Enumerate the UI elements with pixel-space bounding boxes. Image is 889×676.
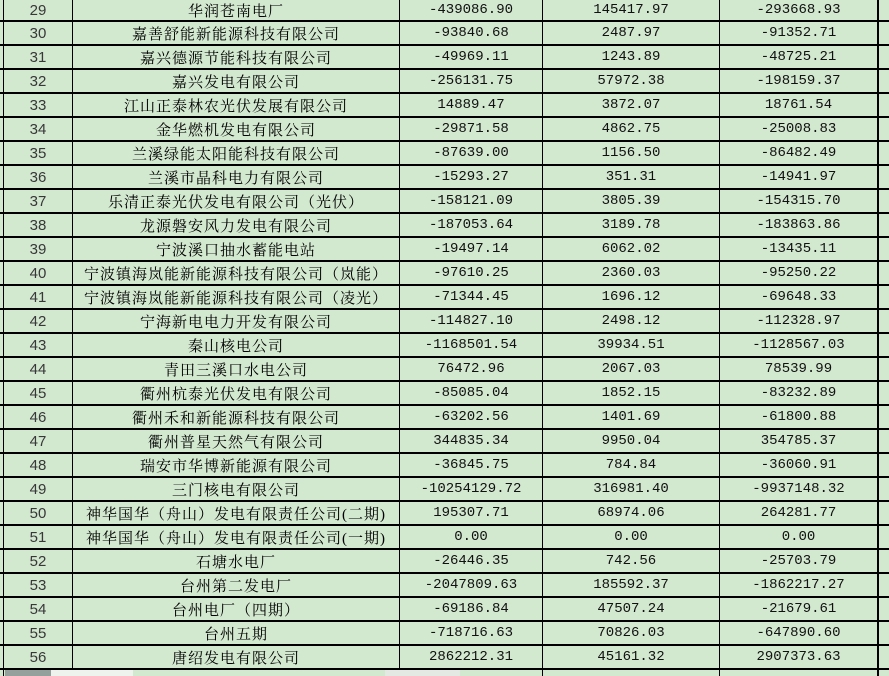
row-number-cell[interactable]: 48	[4, 454, 73, 476]
row-number-cell[interactable]: 52	[4, 550, 73, 572]
value2-cell[interactable]: 2360.03	[543, 262, 720, 284]
row-number-cell[interactable]: 44	[4, 358, 73, 380]
company-name-cell[interactable]: 衢州普星天然气有限公司	[73, 430, 400, 452]
row-number-cell[interactable]: 32	[4, 70, 73, 92]
right-edge-cell[interactable]	[879, 46, 882, 68]
value1-cell[interactable]: -69186.84	[400, 598, 543, 620]
table-row	[0, 310, 889, 334]
row-number-cell[interactable]: 43	[4, 334, 73, 356]
company-name-cell[interactable]: 台州五期	[73, 622, 400, 644]
table-row	[0, 262, 889, 286]
partial-cell-highlight	[51, 670, 133, 676]
row-number-cell[interactable]: 40	[4, 262, 73, 284]
value2-cell[interactable]: 1401.69	[543, 406, 720, 428]
table-row	[0, 0, 889, 22]
value3-cell[interactable]: -21679.61	[720, 598, 879, 620]
value2-cell[interactable]: 9950.04	[543, 430, 720, 452]
table-row	[0, 94, 889, 118]
row-number-cell[interactable]: 45	[4, 382, 73, 404]
company-name-cell[interactable]: 华润苍南电厂	[73, 0, 400, 20]
value3-cell[interactable]: -36060.91	[720, 454, 879, 476]
value2-cell[interactable]: 45161.32	[543, 646, 720, 668]
row-number-cell[interactable]: 39	[4, 238, 73, 260]
value2-cell[interactable]: 316981.40	[543, 478, 720, 500]
table-row	[0, 70, 889, 94]
value1-cell[interactable]: -87639.00	[400, 142, 543, 164]
value1-cell[interactable]: 2862212.31	[400, 646, 543, 668]
company-name-cell[interactable]: 衢州杭泰光伏发电有限公司	[73, 382, 400, 404]
value2-cell[interactable]: 185592.37	[543, 574, 720, 596]
value3-cell[interactable]: -83232.89	[720, 382, 879, 404]
row-number-cell[interactable]: 33	[4, 94, 73, 116]
value2-cell[interactable]	[543, 670, 720, 676]
company-name-cell[interactable]: 石塘水电厂	[73, 550, 400, 572]
right-edge-cell[interactable]	[879, 118, 882, 140]
value3-cell[interactable]: -293668.93	[720, 0, 879, 20]
value3-cell[interactable]: -48725.21	[720, 46, 879, 68]
right-edge-cell[interactable]	[879, 190, 882, 212]
company-name-cell[interactable]: 神华国华（舟山）发电有限责任公司(一期)	[73, 526, 400, 548]
value2-cell[interactable]: 2487.97	[543, 22, 720, 44]
value1-cell[interactable]: -71344.45	[400, 286, 543, 308]
table-row	[0, 238, 889, 262]
right-edge-cell[interactable]	[879, 622, 882, 644]
row-number-cell[interactable]: 49	[4, 478, 73, 500]
company-name-cell[interactable]: 神华国华（舟山）发电有限责任公司(二期)	[73, 502, 400, 524]
company-name-cell[interactable]: 台州第二发电厂	[73, 574, 400, 596]
right-edge-cell[interactable]	[879, 382, 882, 404]
row-number-cell[interactable]: 36	[4, 166, 73, 188]
right-edge-cell[interactable]	[879, 142, 882, 164]
row-number-cell[interactable]: 35	[4, 142, 73, 164]
table-row	[0, 358, 889, 382]
value2-cell[interactable]: 39934.51	[543, 334, 720, 356]
value2-cell[interactable]: 2067.03	[543, 358, 720, 380]
value1-cell[interactable]: 76472.96	[400, 358, 543, 380]
row-number-cell[interactable]: 50	[4, 502, 73, 524]
company-name-cell[interactable]: 嘉兴发电有限公司	[73, 70, 400, 92]
table-row	[0, 430, 889, 454]
table-row	[0, 646, 889, 670]
value1-cell[interactable]: -718716.63	[400, 622, 543, 644]
partial-cell-highlight	[5, 670, 51, 676]
value2-cell[interactable]: 351.31	[543, 166, 720, 188]
table-row	[0, 46, 889, 70]
row-number-cell[interactable]: 30	[4, 22, 73, 44]
value1-cell[interactable]: -187053.64	[400, 214, 543, 236]
table-row	[0, 382, 889, 406]
value3-cell[interactable]: -1128567.03	[720, 334, 879, 356]
value2-cell[interactable]: 3189.78	[543, 214, 720, 236]
value3-cell[interactable]: -69648.33	[720, 286, 879, 308]
value3-cell[interactable]: -91352.71	[720, 22, 879, 44]
company-name-cell[interactable]: 嘉善舒能新能源科技有限公司	[73, 22, 400, 44]
value3-cell[interactable]: -14941.97	[720, 166, 879, 188]
value1-cell[interactable]: -15293.27	[400, 166, 543, 188]
right-edge-cell[interactable]	[879, 646, 882, 668]
value1-cell[interactable]: -1168501.54	[400, 334, 543, 356]
right-edge-cell[interactable]	[879, 286, 882, 308]
right-edge-cell[interactable]	[879, 334, 882, 356]
value2-cell[interactable]: 3805.39	[543, 190, 720, 212]
value1-cell[interactable]: 344835.34	[400, 430, 543, 452]
table-row	[0, 502, 889, 526]
value2-cell[interactable]: 1243.89	[543, 46, 720, 68]
value2-cell[interactable]: 784.84	[543, 454, 720, 476]
right-edge-cell[interactable]	[879, 238, 882, 260]
right-edge-cell[interactable]	[879, 598, 882, 620]
value1-cell[interactable]: -97610.25	[400, 262, 543, 284]
right-edge-cell[interactable]	[879, 430, 882, 452]
value1-cell[interactable]: 195307.71	[400, 502, 543, 524]
value1-cell[interactable]: -19497.14	[400, 238, 543, 260]
value2-cell[interactable]: 3872.07	[543, 94, 720, 116]
value3-cell[interactable]: -95250.22	[720, 262, 879, 284]
table-row	[0, 526, 889, 550]
right-edge-cell[interactable]	[879, 406, 882, 428]
value1-cell[interactable]: -29871.58	[400, 118, 543, 140]
table-row	[0, 622, 889, 646]
value2-cell[interactable]: 1156.50	[543, 142, 720, 164]
value2-cell[interactable]: 0.00	[543, 526, 720, 548]
company-name-cell[interactable]: 嘉兴德源节能科技有限公司	[73, 46, 400, 68]
right-edge-cell[interactable]	[879, 94, 882, 116]
value1-cell[interactable]: -26446.35	[400, 550, 543, 572]
value1-cell[interactable]: -36845.75	[400, 454, 543, 476]
company-name-cell[interactable]: 衢州禾和新能源科技有限公司	[73, 406, 400, 428]
value1-cell[interactable]: -439086.90	[400, 0, 543, 20]
value3-cell[interactable]: -1862217.27	[720, 574, 879, 596]
value3-cell[interactable]	[720, 670, 879, 676]
value1-cell[interactable]: 14889.47	[400, 94, 543, 116]
value3-cell[interactable]: -61800.88	[720, 406, 879, 428]
value3-cell[interactable]: 0.00	[720, 526, 879, 548]
right-edge-cell[interactable]	[879, 166, 882, 188]
value3-cell[interactable]: 2907373.63	[720, 646, 879, 668]
company-name-cell[interactable]: 宁波镇海岚能新能源科技有限公司（岚能）	[73, 262, 400, 284]
right-edge-cell[interactable]	[879, 310, 882, 332]
value3-cell[interactable]: -154315.70	[720, 190, 879, 212]
company-name-cell[interactable]: 宁波溪口抽水蓄能电站	[73, 238, 400, 260]
right-edge-cell[interactable]	[879, 526, 882, 548]
right-edge-cell[interactable]	[879, 0, 882, 20]
table-row	[0, 478, 889, 502]
right-edge-cell[interactable]	[879, 262, 882, 284]
company-name-cell[interactable]: 秦山核电公司	[73, 334, 400, 356]
value2-cell[interactable]: 145417.97	[543, 0, 720, 20]
value1-cell[interactable]: -256131.75	[400, 70, 543, 92]
row-number-cell[interactable]: 55	[4, 622, 73, 644]
right-edge-cell[interactable]	[879, 22, 882, 44]
row-number-cell[interactable]: 31	[4, 46, 73, 68]
value3-cell[interactable]: -198159.37	[720, 70, 879, 92]
table-row	[0, 166, 889, 190]
table-row	[0, 574, 889, 598]
company-name-cell[interactable]: 兰溪市晶科电力有限公司	[73, 166, 400, 188]
table-row	[0, 286, 889, 310]
company-name-cell[interactable]: 江山正泰林农光伏发展有限公司	[73, 94, 400, 116]
table-row	[0, 454, 889, 478]
value2-cell[interactable]: 70826.03	[543, 622, 720, 644]
table-row	[0, 142, 889, 166]
row-number-cell[interactable]: 53	[4, 574, 73, 596]
value3-cell[interactable]: -86482.49	[720, 142, 879, 164]
value3-cell[interactable]: 78539.99	[720, 358, 879, 380]
value3-cell[interactable]: -112328.97	[720, 310, 879, 332]
right-edge-cell[interactable]	[879, 70, 882, 92]
right-edge-cell[interactable]	[879, 214, 882, 236]
value1-cell[interactable]: -10254129.72	[400, 478, 543, 500]
row-number-cell[interactable]: 29	[4, 0, 73, 20]
company-name-cell[interactable]: 台州电厂（四期）	[73, 598, 400, 620]
value1-cell[interactable]: 0.00	[400, 526, 543, 548]
right-edge-cell[interactable]	[879, 670, 882, 676]
company-name-cell[interactable]: 乐清正泰光伏发电有限公司（光伏）	[73, 190, 400, 212]
table-row	[0, 118, 889, 142]
right-edge-cell[interactable]	[879, 550, 882, 572]
table-row	[0, 334, 889, 358]
row-number-cell[interactable]: 34	[4, 118, 73, 140]
value3-cell[interactable]: -183863.86	[720, 214, 879, 236]
company-name-cell[interactable]: 兰溪绿能太阳能科技有限公司	[73, 142, 400, 164]
row-number-cell[interactable]: 46	[4, 406, 73, 428]
table-row	[0, 214, 889, 238]
value1-cell[interactable]: -49969.11	[400, 46, 543, 68]
value3-cell[interactable]: 18761.54	[720, 94, 879, 116]
value3-cell[interactable]: -25008.83	[720, 118, 879, 140]
company-name-cell[interactable]: 青田三溪口水电公司	[73, 358, 400, 380]
right-edge-cell[interactable]	[879, 454, 882, 476]
value3-cell[interactable]: -13435.11	[720, 238, 879, 260]
value2-cell[interactable]: 6062.02	[543, 238, 720, 260]
table-row	[0, 406, 889, 430]
table-row	[0, 190, 889, 214]
company-name-cell[interactable]: 唐绍发电有限公司	[73, 646, 400, 668]
company-name-cell[interactable]: 龙源磐安风力发电有限公司	[73, 214, 400, 236]
value2-cell[interactable]: 57972.38	[543, 70, 720, 92]
table-row	[0, 550, 889, 574]
company-name-cell[interactable]: 宁海新电电力开发有限公司	[73, 310, 400, 332]
value2-cell[interactable]: 2498.12	[543, 310, 720, 332]
value2-cell[interactable]: 1696.12	[543, 286, 720, 308]
value1-cell[interactable]: -93840.68	[400, 22, 543, 44]
value3-cell[interactable]: 264281.77	[720, 502, 879, 524]
row-number-cell[interactable]: 54	[4, 598, 73, 620]
value2-cell[interactable]: 68974.06	[543, 502, 720, 524]
value1-cell[interactable]: -63202.56	[400, 406, 543, 428]
row-number-cell[interactable]: 42	[4, 310, 73, 332]
value1-cell[interactable]: -2047809.63	[400, 574, 543, 596]
value1-cell[interactable]: -114827.10	[400, 310, 543, 332]
row-number-cell[interactable]: 51	[4, 526, 73, 548]
value2-cell[interactable]: 1852.15	[543, 382, 720, 404]
value2-cell[interactable]: 4862.75	[543, 118, 720, 140]
right-edge-cell[interactable]	[879, 478, 882, 500]
value1-cell[interactable]: -158121.09	[400, 190, 543, 212]
table-row	[0, 598, 889, 622]
company-name-cell[interactable]: 金华燃机发电有限公司	[73, 118, 400, 140]
row-number-cell[interactable]: 41	[4, 286, 73, 308]
partial-next-row	[0, 670, 889, 676]
row-number-cell[interactable]: 37	[4, 190, 73, 212]
right-edge-cell[interactable]	[879, 574, 882, 596]
company-name-cell[interactable]: 三门核电有限公司	[73, 478, 400, 500]
value3-cell[interactable]: -25703.79	[720, 550, 879, 572]
right-edge-cell[interactable]	[879, 358, 882, 380]
company-name-cell[interactable]: 宁波镇海岚能新能源科技有限公司（凌光）	[73, 286, 400, 308]
right-edge-cell[interactable]	[879, 502, 882, 524]
value3-cell[interactable]: 354785.37	[720, 430, 879, 452]
row-number-cell[interactable]: 38	[4, 214, 73, 236]
value3-cell[interactable]: -647890.60	[720, 622, 879, 644]
company-name-cell[interactable]: 瑞安市华博新能源有限公司	[73, 454, 400, 476]
value2-cell[interactable]: 742.56	[543, 550, 720, 572]
value3-cell[interactable]: -9937148.32	[720, 478, 879, 500]
partial-cell-highlight	[385, 670, 460, 676]
row-number-cell[interactable]: 47	[4, 430, 73, 452]
row-number-cell[interactable]: 56	[4, 646, 73, 668]
value2-cell[interactable]: 47507.24	[543, 598, 720, 620]
value1-cell[interactable]: -85085.04	[400, 382, 543, 404]
table-row	[0, 22, 889, 46]
